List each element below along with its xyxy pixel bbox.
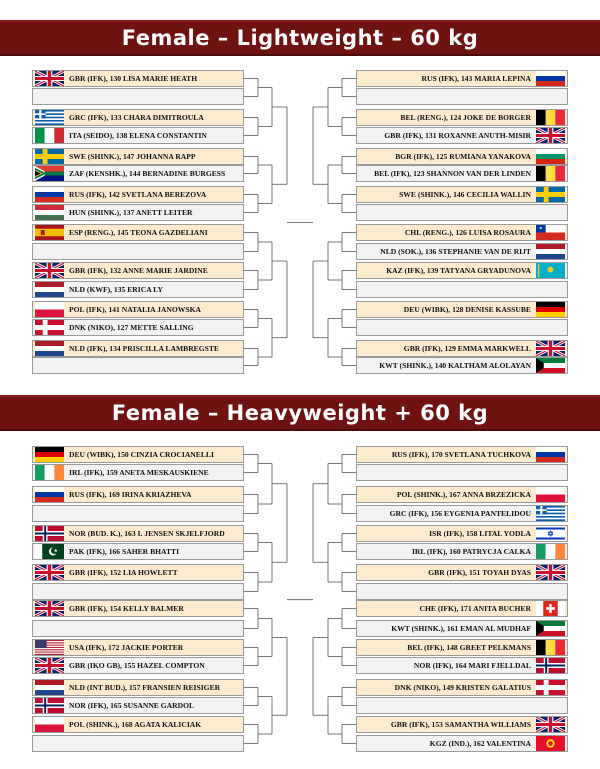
competitor-name: ITA (SEIDO), 138 ELENA CONSTANTIN [69, 131, 207, 140]
bel-flag-icon [536, 166, 565, 181]
rus-flag-icon [35, 187, 64, 202]
competitor-name: RUS (IFK), 143 MARIA LEPINA [421, 74, 531, 83]
competitor-name: GBR (IFK), 151 TOYAH DYAS [428, 568, 531, 577]
competitor-name: BEL (RENG.), 124 JOKE DE BORGER [400, 113, 531, 122]
rus-flag-icon [536, 447, 565, 462]
right-slot-0-13 [356, 319, 568, 336]
competitor-name: GBR (IFK), 131 ROXANNE ANUTH-MISIR [384, 131, 531, 140]
right-slot-0-14 [356, 340, 568, 357]
gbr-flag-icon [35, 601, 64, 616]
right-slot-1-1 [356, 464, 568, 481]
competitor-name: BGR (IFK), 125 RUMIANA YANAKOVA [395, 152, 531, 161]
competitor-name: BEL (IFK), 123 SHANNON VAN DER LINDEN [374, 169, 531, 178]
left-slot-1-12 [32, 679, 244, 696]
right-slot-1-11 [356, 657, 568, 674]
competitor-name: NLD (SOK.), 136 STEPHANIE VAN DE RIJT [380, 247, 531, 256]
left-slot-0-1 [32, 88, 244, 105]
nor-flag-icon [536, 658, 565, 673]
competitor-name: KWT (SHINK.), 140 KALTHAM ALOLAYAN [379, 361, 531, 370]
section-title-heavyweight [0, 395, 600, 431]
left-slot-0-13 [32, 319, 244, 336]
swe-flag-icon [35, 149, 64, 164]
right-slot-0-10 [356, 262, 568, 279]
left-slot-0-9 [32, 243, 244, 260]
esp-flag-icon [35, 225, 64, 240]
left-slot-0-10 [32, 262, 244, 279]
right-slot-1-5 [356, 543, 568, 560]
left-slot-1-1 [32, 464, 244, 481]
competitor-name: GBR (IFK), 129 EMMA MARKWELL [403, 344, 531, 353]
right-slot-1-3 [356, 505, 568, 522]
right-slot-1-7 [356, 583, 568, 600]
right-slot-1-15 [356, 735, 568, 752]
left-slot-0-5 [32, 165, 244, 182]
pol-flag-icon [35, 302, 64, 317]
left-slot-0-0 [32, 70, 244, 87]
deu-flag-icon [35, 447, 64, 462]
competitor-name: RUS (IFK), 142 SVETLANA BEREZOVA [69, 190, 207, 199]
gbr-flag-icon [536, 128, 565, 143]
gbr-flag-icon [35, 71, 64, 86]
left-slot-1-5 [32, 543, 244, 560]
competitor-name: ZAF (KENSHK.), 144 BERNADINE BURGESS [69, 169, 226, 178]
hun-flag-icon [35, 205, 64, 220]
left-slot-1-13 [32, 697, 244, 714]
right-slot-1-13 [356, 697, 568, 714]
competitor-name: NLD (INT BUD.), 157 FRANSIEN REISIGER [69, 683, 221, 692]
left-slot-0-12 [32, 301, 244, 318]
right-slot-0-3 [356, 127, 568, 144]
competitor-name: SWE (SHINK.), 146 CECILIA WALLIN [399, 190, 531, 199]
gbr-flag-icon [35, 658, 64, 673]
kwt-flag-icon [536, 358, 565, 373]
right-slot-0-15 [356, 357, 568, 374]
competitor-name: CHE (IFK), 171 ANITA BUCHER [419, 604, 531, 613]
pak-flag-icon [35, 544, 64, 559]
competitor-name: POL (SHINK.), 167 ANNA BRZEZICKA [396, 490, 531, 499]
right-slot-1-0 [356, 446, 568, 463]
right-slot-0-4 [356, 148, 568, 165]
irl-flag-icon [536, 544, 565, 559]
nld-flag-icon [35, 680, 64, 695]
right-slot-0-5 [356, 165, 568, 182]
left-slot-0-3 [32, 127, 244, 144]
left-slot-1-14 [32, 716, 244, 733]
competitor-name: KGZ (IND.), 162 VALENTINA [429, 739, 531, 748]
nld-flag-icon [536, 244, 565, 259]
left-slot-0-11 [32, 281, 244, 298]
right-slot-1-14 [356, 716, 568, 733]
left-slot-1-2 [32, 486, 244, 503]
section-title-lightweight [0, 20, 600, 56]
dnk-flag-icon [536, 680, 565, 695]
grc-flag-icon [536, 506, 565, 521]
competitor-name: GBR (IFK), 130 LISA MARIE HEATH [69, 74, 198, 83]
left-slot-0-14 [32, 340, 244, 357]
competitor-name: RUS (IFK), 169 IRINA KRIAZHEVA [69, 490, 192, 499]
section-title-text: Female – Heavyweight + 60 kg [111, 401, 489, 425]
competitor-name: CHL (RENG.), 126 LUISA ROSAURA [404, 228, 531, 237]
right-slot-0-9 [356, 243, 568, 260]
competitor-name: USA (IFK), 172 JACKIE PORTER [69, 643, 184, 652]
swe-flag-icon [536, 187, 565, 202]
competitor-name: RUS (IFK), 170 SVETLANA TUCHKOVA [391, 450, 531, 459]
left-slot-0-15 [32, 357, 244, 374]
left-slot-1-10 [32, 639, 244, 656]
left-slot-0-2 [32, 109, 244, 126]
nor-flag-icon [35, 526, 64, 541]
left-slot-1-3 [32, 505, 244, 522]
right-slot-0-12 [356, 301, 568, 318]
che-flag-icon [536, 601, 565, 616]
competitor-name: ISR (IFK), 158 LITAL YODLA [429, 529, 531, 538]
right-slot-0-1 [356, 88, 568, 105]
gbr-flag-icon [536, 717, 565, 732]
competitor-name: HUN (SHINK.), 137 ANETT LEITER [69, 208, 193, 217]
deu-flag-icon [536, 302, 565, 317]
kgz-flag-icon [536, 736, 565, 751]
competitor-name: GBR (IFK), 153 SAMANTHA WILLIAMS [390, 720, 531, 729]
dnk-flag-icon [35, 320, 64, 335]
right-slot-0-2 [356, 109, 568, 126]
left-slot-1-11 [32, 657, 244, 674]
competitor-name: NOR (IFK), 164 MARI FJELLDAL [413, 661, 531, 670]
competitor-name: ESP (RENG.), 145 TEONA GAZDELIANI [69, 228, 208, 237]
left-slot-1-4 [32, 525, 244, 542]
competitor-name: KAZ (IFK), 139 TATYANA GRYADUNOVA [386, 266, 531, 275]
section-title-text: Female – Lightweight – 60 kg [121, 26, 479, 50]
bel-flag-icon [536, 640, 565, 655]
bel-flag-icon [536, 110, 565, 125]
competitor-name: NLD (IFK), 134 PRISCILLA LAMBREGSTE [69, 344, 219, 353]
right-slot-1-10 [356, 639, 568, 656]
competitor-name: NOR (BUD. K.), 163 I. JENSEN SKJELFJORD [69, 529, 225, 538]
left-slot-1-0 [32, 446, 244, 463]
left-slot-0-6 [32, 186, 244, 203]
competitor-name: GRC (IFK), 156 EYGENIA PANTELIDOU [389, 509, 531, 518]
usa-flag-icon [35, 640, 64, 655]
irl-flag-icon [35, 465, 64, 480]
competitor-name: POL (SHINK.), 168 AGATA KALICIAK [69, 720, 202, 729]
gbr-flag-icon [536, 565, 565, 580]
right-slot-1-12 [356, 679, 568, 696]
competitor-name: GBR (IFK), 132 ANNE MARIE JARDINE [69, 266, 208, 275]
kaz-flag-icon [536, 263, 565, 278]
right-slot-1-2 [356, 486, 568, 503]
right-slot-0-7 [356, 204, 568, 221]
isr-flag-icon [536, 526, 565, 541]
ita-flag-icon [35, 128, 64, 143]
gbr-flag-icon [35, 565, 64, 580]
zaf-flag-icon [35, 166, 64, 181]
left-slot-1-15 [32, 735, 244, 752]
right-slot-0-0 [356, 70, 568, 87]
competitor-name: SWE (SHINK.), 147 JOHANNA RAPP [69, 152, 196, 161]
competitor-name: IRL (IFK), 159 ANETA MESKAUSKIENE [69, 468, 209, 477]
competitor-name: PAK (IFK), 166 SAHER BHATTI [69, 547, 180, 556]
right-slot-0-8 [356, 224, 568, 241]
right-slot-1-4 [356, 525, 568, 542]
left-slot-1-7 [32, 583, 244, 600]
bgr-flag-icon [536, 149, 565, 164]
competitor-name: GBR (IFK), 154 KELLY BALMER [69, 604, 184, 613]
pol-flag-icon [35, 717, 64, 732]
pol-flag-icon [536, 487, 565, 502]
gbr-flag-icon [35, 263, 64, 278]
left-slot-0-4 [32, 148, 244, 165]
competitor-name: DNK (NIKO), 149 KRISTEN GALATIUS [394, 683, 531, 692]
kwt-flag-icon [536, 621, 565, 636]
nld-flag-icon [35, 282, 64, 297]
right-slot-0-11 [356, 281, 568, 298]
right-slot-0-6 [356, 186, 568, 203]
left-slot-0-7 [32, 204, 244, 221]
left-slot-1-9 [32, 620, 244, 637]
competitor-name: DEU (WIBK), 128 DENISE KASSUBE [403, 305, 531, 314]
competitor-name: GBR (IKO GB), 155 HAZEL COMPTON [69, 661, 205, 670]
competitor-name: BEL (IFK), 148 GREET PELKMANS [407, 643, 531, 652]
right-slot-1-8 [356, 600, 568, 617]
competitor-name: GBR (IFK), 152 LIA HOWLETT [69, 568, 178, 577]
chl-flag-icon [536, 225, 565, 240]
nor-flag-icon [35, 698, 64, 713]
competitor-name: GRC (IFK), 133 CHARA DIMITROULA [69, 113, 204, 122]
right-slot-1-9 [356, 620, 568, 637]
left-slot-1-6 [32, 564, 244, 581]
left-slot-1-8 [32, 600, 244, 617]
left-slot-0-8 [32, 224, 244, 241]
competitor-name: IRL (IFK), 160 PATRYCJA CALKA [411, 547, 531, 556]
competitor-name: DNK (NIKO), 127 METTE SALLING [69, 323, 194, 332]
gbr-flag-icon [536, 341, 565, 356]
competitor-name: KWT (SHINK.), 161 EMAN AL MUDHAF [391, 624, 531, 633]
nld-flag-icon [35, 341, 64, 356]
rus-flag-icon [35, 487, 64, 502]
competitor-name: NLD (KWF), 135 ERICA LY [69, 285, 164, 294]
competitor-name: NOR (IFK), 165 SUSANNE GARDOL [69, 701, 195, 710]
competitor-name: POL (IFK), 141 NATALIA JANOWSKA [69, 305, 201, 314]
grc-flag-icon [35, 110, 64, 125]
right-slot-1-6 [356, 564, 568, 581]
competitor-name: DEU (WIBK), 150 CINZIA CROCIANELLI [69, 450, 214, 459]
rus-flag-icon [536, 71, 565, 86]
